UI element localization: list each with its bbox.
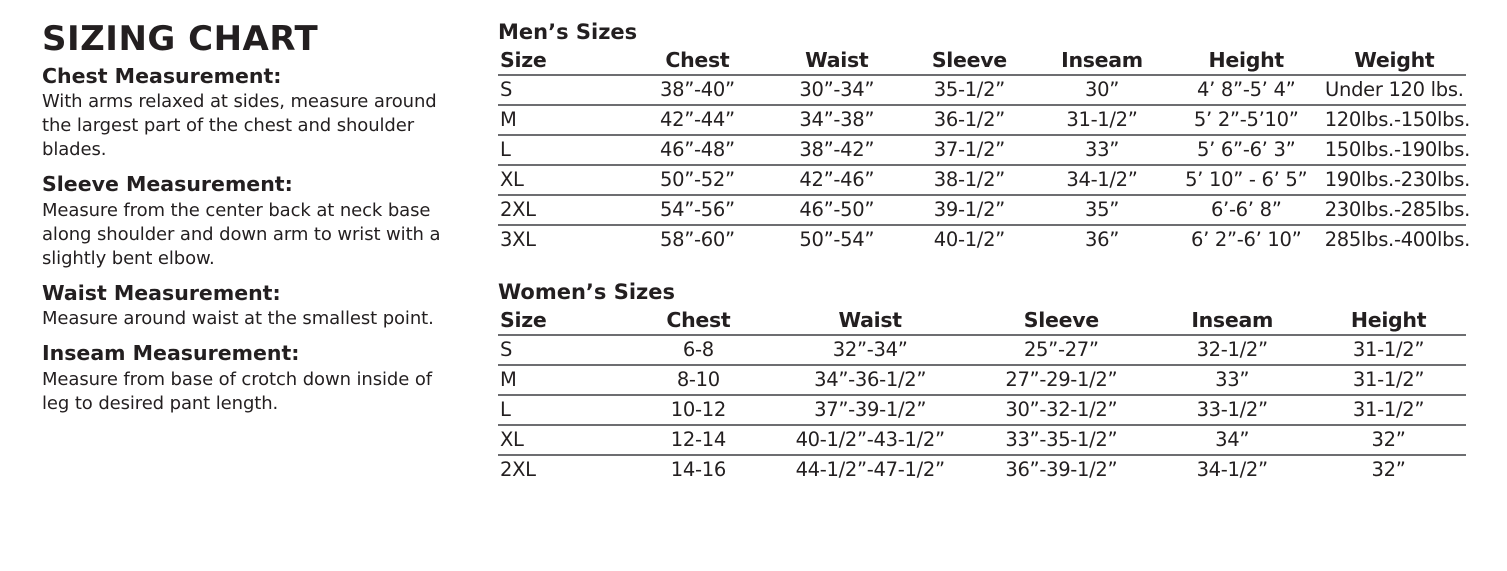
cell-inseam: 33”	[1034, 135, 1170, 165]
column-header-height: Height	[1170, 46, 1323, 75]
cell-chest: 58”-60”	[660, 228, 735, 251]
cell-waist: 34”-38”	[769, 105, 905, 135]
inseam-measurement-heading: Inseam Measurement:	[42, 341, 300, 366]
column-header-weight: Weight	[1323, 46, 1466, 75]
cell-height: 5’ 10” - 6’ 5”	[1170, 165, 1323, 195]
cell-sleeve: 36-1/2”	[905, 105, 1035, 135]
inseam-measurement-body: Measure from base of crotch down inside of leg to desired pant length.	[42, 368, 432, 414]
cell-height: 6’ 2”-6’ 10”	[1190, 228, 1302, 251]
cell-inseam: 30”	[1034, 75, 1170, 105]
cell-sleeve: 25”-27”	[969, 335, 1153, 365]
column-header-height: Height	[1311, 306, 1466, 335]
cell-weight: 285lbs.-400lbs.	[1324, 228, 1470, 251]
cell-height: 31-1/2”	[1311, 365, 1466, 395]
cell-waist: 44-1/2”-47-1/2”	[795, 458, 945, 481]
table-row	[498, 425, 1466, 455]
measurement-instructions	[42, 19, 442, 426]
cell-height: 31-1/2”	[1311, 395, 1466, 425]
cell-waist: 50”-54”	[799, 228, 875, 251]
cell-sleeve: 36”-39-1/2”	[1005, 458, 1118, 481]
cell-chest: 38”-40”	[626, 75, 769, 105]
cell-chest: 6-8	[626, 335, 771, 365]
table-row	[498, 335, 1466, 365]
cell-sleeve: 38-1/2”	[905, 165, 1035, 195]
cell-inseam: 34”	[1153, 425, 1311, 455]
chest-measurement-body: With arms relaxed at sides, measure around the largest part of the chest and shoulder blades.	[42, 91, 437, 161]
chest-measurement-block	[42, 64, 442, 162]
cell-sleeve: 35-1/2”	[905, 75, 1035, 105]
cell-size: S	[498, 335, 626, 365]
cell-chest: 8-10	[626, 365, 771, 395]
womens-sizes-title: Women’s Sizes	[498, 280, 675, 304]
cell-inseam: 34-1/2”	[1196, 458, 1268, 481]
cell-inseam: 36”	[1084, 228, 1119, 251]
sleeve-measurement-block	[42, 172, 442, 270]
cell-waist: 34”-36-1/2”	[771, 365, 969, 395]
cell-waist: 37”-39-1/2”	[771, 395, 969, 425]
cell-size: 2XL	[500, 458, 536, 481]
column-header-size: Size	[498, 46, 626, 75]
cell-size: M	[498, 105, 626, 135]
table-row	[498, 395, 1466, 425]
cell-height: 32”	[1311, 425, 1466, 455]
cell-inseam: 34-1/2”	[1034, 165, 1170, 195]
cell-size: XL	[498, 425, 626, 455]
cell-height: 4’ 8”-5’ 4”	[1170, 75, 1323, 105]
mens-sizes-title: Men’s Sizes	[498, 20, 638, 44]
cell-sleeve: 30”-32-1/2”	[969, 395, 1153, 425]
cell-chest: 12-14	[626, 425, 771, 455]
cell-waist: 30”-34”	[769, 75, 905, 105]
table-header-row	[498, 46, 1466, 75]
cell-weight: 230lbs.-285lbs.	[1323, 195, 1466, 225]
cell-weight: 190lbs.-230lbs.	[1323, 165, 1466, 195]
cell-height: 5’ 6”-6’ 3”	[1170, 135, 1323, 165]
table-row	[498, 135, 1466, 165]
cell-chest: 54”-56”	[626, 195, 769, 225]
column-header-inseam: Inseam	[1034, 46, 1170, 75]
cell-weight: Under 120 lbs.	[1323, 75, 1466, 105]
sleeve-measurement-heading: Sleeve Measurement:	[42, 172, 293, 197]
table-row	[498, 455, 1466, 484]
cell-inseam: 32-1/2”	[1153, 335, 1311, 365]
cell-weight: 120lbs.-150lbs.	[1323, 105, 1466, 135]
cell-chest: 46”-48”	[626, 135, 769, 165]
table-row	[498, 165, 1466, 195]
cell-size: M	[498, 365, 626, 395]
cell-height: 32”	[1371, 458, 1406, 481]
cell-waist: 38”-42”	[769, 135, 905, 165]
column-header-sleeve: Sleeve	[969, 306, 1153, 335]
cell-size: S	[498, 75, 626, 105]
cell-sleeve: 37-1/2”	[905, 135, 1035, 165]
column-header-size: Size	[498, 306, 626, 335]
column-header-waist: Waist	[771, 306, 969, 335]
table-row	[498, 75, 1466, 105]
cell-size: 2XL	[498, 195, 626, 225]
waist-measurement-block	[42, 281, 442, 332]
cell-inseam: 33”	[1153, 365, 1311, 395]
column-header-waist: Waist	[769, 46, 905, 75]
cell-chest: 10-12	[626, 395, 771, 425]
cell-height: 6’-6’ 8”	[1170, 195, 1323, 225]
chest-measurement-heading: Chest Measurement:	[42, 63, 282, 88]
cell-inseam: 33-1/2”	[1153, 395, 1311, 425]
table-row	[498, 225, 1466, 254]
cell-size: 3XL	[500, 228, 536, 251]
table-row	[498, 365, 1466, 395]
cell-sleeve: 33”-35-1/2”	[969, 425, 1153, 455]
table-header-row	[498, 306, 1466, 335]
cell-height: 5’ 2”-5’10”	[1170, 105, 1323, 135]
sleeve-measurement-body: Measure from the center back at neck base along shoulder and down arm to wrist with a slightly bent elbow.	[42, 199, 441, 269]
cell-chest: 42”-44”	[626, 105, 769, 135]
page-title: SIZING CHART	[42, 19, 319, 59]
table-row	[498, 195, 1466, 225]
column-header-chest: Chest	[626, 306, 771, 335]
waist-measurement-body: Measure around waist at the smallest point.	[42, 308, 434, 330]
column-header-inseam: Inseam	[1153, 306, 1311, 335]
column-header-sleeve: Sleeve	[905, 46, 1035, 75]
cell-sleeve: 27”-29-1/2”	[969, 365, 1153, 395]
cell-chest: 50”-52”	[626, 165, 769, 195]
mens-sizes-table	[498, 46, 1470, 254]
cell-size: XL	[498, 165, 626, 195]
womens-sizes-table	[498, 306, 1466, 484]
cell-sleeve: 39-1/2”	[905, 195, 1035, 225]
inseam-measurement-block	[42, 341, 442, 416]
cell-size: L	[498, 395, 626, 425]
cell-inseam: 31-1/2”	[1034, 105, 1170, 135]
waist-measurement-heading: Waist Measurement:	[42, 280, 281, 305]
cell-chest: 14-16	[670, 458, 726, 481]
cell-height: 31-1/2”	[1311, 335, 1466, 365]
cell-waist: 40-1/2”-43-1/2”	[771, 425, 969, 455]
cell-weight: 150lbs.-190lbs.	[1323, 135, 1466, 165]
cell-waist: 46”-50”	[769, 195, 905, 225]
table-row	[498, 105, 1466, 135]
table-spacer	[498, 254, 1466, 280]
cell-sleeve: 40-1/2”	[933, 228, 1005, 251]
column-header-chest: Chest	[626, 46, 769, 75]
size-tables	[498, 20, 1470, 484]
cell-size: L	[498, 135, 626, 165]
cell-inseam: 35”	[1034, 195, 1170, 225]
cell-waist: 32”-34”	[771, 335, 969, 365]
cell-waist: 42”-46”	[769, 165, 905, 195]
